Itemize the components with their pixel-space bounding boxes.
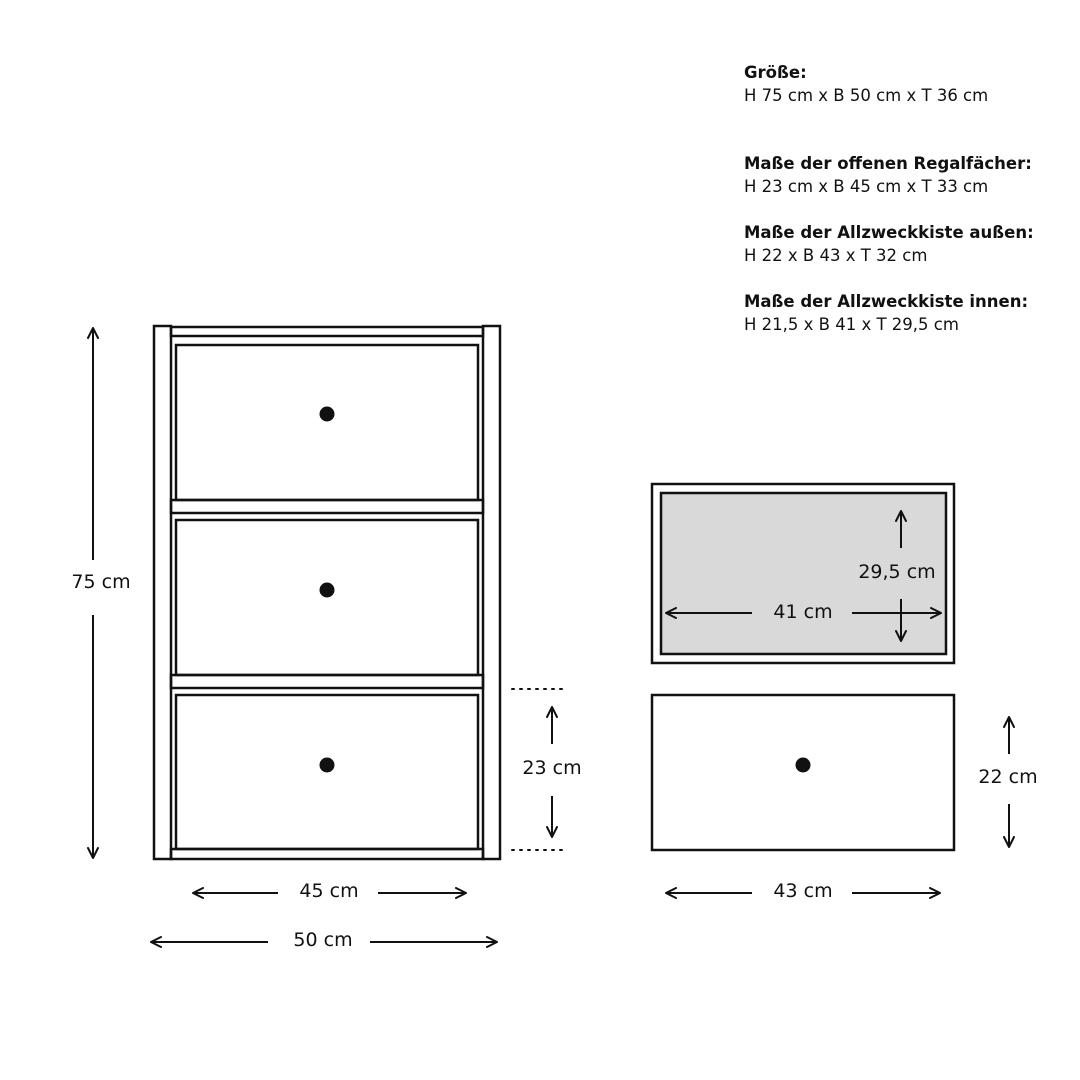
box-inner-depth-label: 29,5 cm xyxy=(858,561,936,583)
spec-open-compartments-title: Maße der offenen Regalfächer: xyxy=(744,154,1032,173)
shelf-top-board xyxy=(171,327,483,336)
spec-box-inner-value: H 21,5 x B 41 x T 29,5 cm xyxy=(744,315,959,334)
shelf-left-side-panel xyxy=(154,326,171,859)
spec-box-inner-title: Maße der Allzweckkiste innen: xyxy=(744,292,1029,311)
spec-box-outer-title: Maße der Allzweckkiste außen: xyxy=(744,223,1034,242)
spec-size-title: Größe: xyxy=(744,63,807,82)
box-inner-width-label: 41 cm xyxy=(773,601,833,623)
shelf-box-3-handle xyxy=(320,758,335,773)
box-height-label: 22 cm xyxy=(978,766,1038,788)
shelf-bottom-board xyxy=(171,849,483,859)
shelf-height-label: 23 cm xyxy=(522,757,582,779)
box-width-label: 43 cm xyxy=(773,880,833,902)
shelf-board-1 xyxy=(171,500,483,513)
shelf-right-side-panel xyxy=(483,326,500,859)
spec-size-value: H 75 cm x B 50 cm x T 36 cm xyxy=(744,86,989,105)
total-width-label: 50 cm xyxy=(293,929,353,951)
shelf-box-2-handle xyxy=(320,583,335,598)
spec-open-compartments-value: H 23 cm x B 45 cm x T 33 cm xyxy=(744,177,989,196)
shelf-box-1 xyxy=(176,345,478,500)
total-height-label: 75 cm xyxy=(71,571,131,593)
shelf-board-2 xyxy=(171,675,483,688)
spec-box-outer-value: H 22 x B 43 x T 32 cm xyxy=(744,246,928,265)
shelf-box-1-handle xyxy=(320,407,335,422)
inner-width-label: 45 cm xyxy=(299,880,359,902)
box-front-handle xyxy=(796,758,811,773)
